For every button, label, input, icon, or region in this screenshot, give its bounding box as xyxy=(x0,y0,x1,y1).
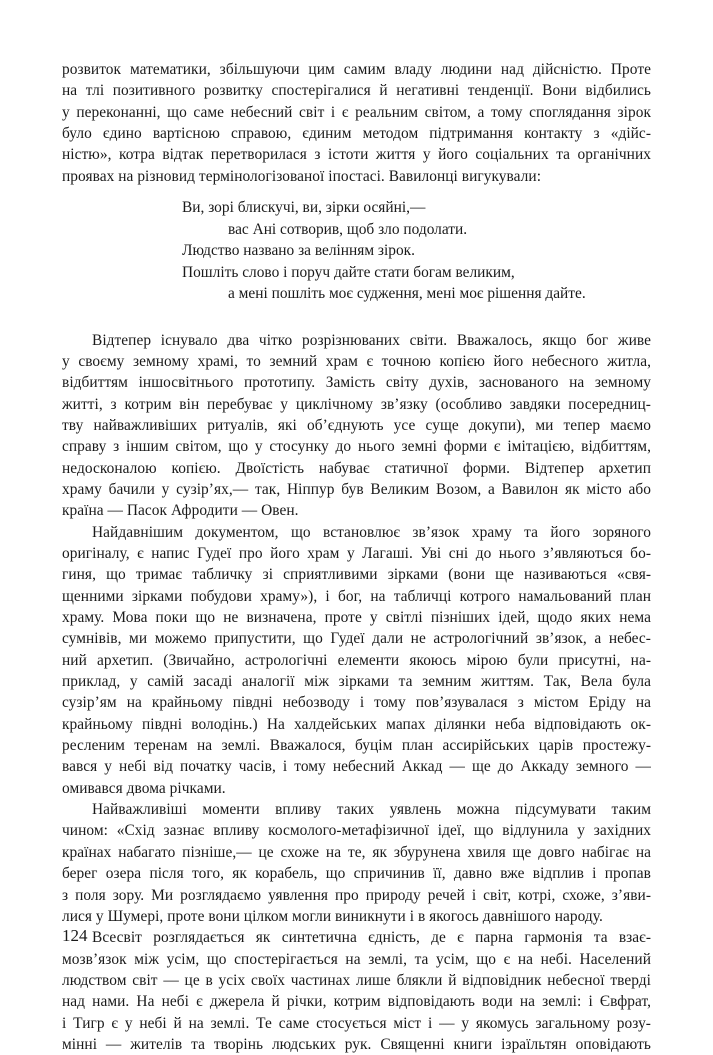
text-line: розвиток математики, збільшуючи цим самим владу людини над дійсністю. Проте xyxy=(62,61,651,78)
text-line: ністю», котра відтак перетворилася з істоти життя у його соціальних та органічних xyxy=(62,146,651,164)
paragraph-two-worlds xyxy=(62,330,651,522)
text-line: справу з іншим світом, що у стосунку до нього земні форми є імітацією, відбиттям, xyxy=(62,438,651,456)
text-line: країна — Пасок Афродити — Овен. xyxy=(62,502,299,520)
text-line: у своєму земному храмі, то земний храм є точною копією його небесного житла, xyxy=(62,352,651,370)
text-line: крайньому півдні володінь.) На халдейських мапах ділянки неба відповідають ок- xyxy=(62,715,651,733)
text-line: приклад, у самій засаді аналогії між зірками та земним життям. Так, Вела була xyxy=(62,673,651,691)
text-line: лися у Шумері, проте вони цілком могли виникнути і в якогось давнішого народу. xyxy=(62,907,603,925)
poem-line: Ви, зорі блискучі, ви, зірки осяйні,— xyxy=(182,199,426,217)
text-line: чином: «Схід зазнає впливу космолого-метафізичної ідеї, що відлунила у західних xyxy=(62,822,651,840)
text-line: Відтепер існувало два чітко розрізнюваних світи. Вважалось, якщо бог живе xyxy=(92,331,651,349)
text-line: у переконанні, що саме небесний світ і є реальним світом, а тому споглядання зірок xyxy=(62,103,651,121)
text-line: берег озера після того, як корабель, що спричинив її, давно вже відплив і пропав xyxy=(62,865,651,883)
poem-line: вас Ані сотворив, щоб зло подолати. xyxy=(228,220,468,238)
text-line: країнах набагато пізніше,— це схоже на те, як збурунена хвиля ще довго набігає на xyxy=(62,843,651,861)
text-line: відбиттям іншосвітнього прототипу. Замість світу духів, заснованого на земному xyxy=(62,374,651,392)
text-line: на тлі позитивного розвитку спостерігалися й негативні тенденції. Вони відбились xyxy=(62,82,651,100)
text-line: вався у небі від початку часів, і тому небесний Аккад — ще до Аккаду земного — xyxy=(62,758,651,776)
page-body xyxy=(62,59,651,1055)
text-line: сумнівів, ми можемо припустити, що Гудеї дали не астрологічний зв’язок, а небес- xyxy=(62,630,651,648)
paragraph-summary xyxy=(62,799,651,927)
poem-line: Людство названо за велінням зірок. xyxy=(182,242,416,260)
text-line: з поля зору. Ми розглядаємо уявлення про природу речей і світ, котрі, схоже, з’яви- xyxy=(62,886,651,904)
text-line: оригіналу, є напис Гудеї про його храм у Лагаші. Уві сні до нього з’являються бо- xyxy=(62,545,651,562)
text-line: людством світ — це в усіх своїх частинах лише блякли й відповідник небесної тверді xyxy=(62,971,651,989)
spacer xyxy=(62,319,651,330)
text-line: ний архетип. (Звичайно, астрологічні елементи якоюсь мірою були присутні, на- xyxy=(62,651,651,669)
text-line: було єдино вартісною справою, єдиним методом підтримання контакту з «дійс- xyxy=(62,125,651,143)
text-line: омивався двома річками. xyxy=(62,779,226,797)
text-line: мозв’язок між усім, що спостерігається на землі, та усім, що є на небі. Населений xyxy=(62,950,651,968)
text-line: щенними зірками побудови храму»), і бог, на табличці котрого намальований план xyxy=(62,587,651,605)
text-line: проявах на різновид термінологізованої іпостасі. Вавилонці вигукували: xyxy=(62,167,542,185)
text-line: гиня, що тримає табличку зі сприятливими зірками (вони ще називаються «свя- xyxy=(62,566,651,584)
poem-line: Пошліть слово і поруч дайте стати богам великим, xyxy=(182,263,515,281)
text-line: тву найважливіших ритуалів, які об’єднують усе суще докупи), ми тепер маємо xyxy=(62,416,651,434)
text-line: житті, з котрим він перебуває у циклічному зв’язку (особливо завдяки посередниц- xyxy=(62,395,651,413)
text-line: мінні — жителів та творінь людських рук. Священні книги ізраїльтян оповідають xyxy=(62,1035,651,1053)
text-line: ресленим теренам на землі. Вважалося, буцім план ассирійських царів простежу- xyxy=(62,737,651,755)
text-line: сузір’ям на крайньому півдні небозводу і тому пов’язувалася з містом Еріду на xyxy=(62,694,651,712)
text-line: храму бачили у сузір’ях,— так, Ніппур був Великим Возом, а Вавилон як місто або xyxy=(62,480,651,498)
poem-quote xyxy=(182,197,651,305)
text-line: Найдавнішим документом, що встановлює зв’язок храму та його зоряного xyxy=(92,523,651,541)
paragraph-intro xyxy=(62,59,651,187)
text-line: храму. Мова поки що не визначена, проте у світлі пізніших ідей, щодо яких нема xyxy=(62,609,651,627)
text-line: і Тигр є у небі й на землі. Те саме стосується міст і — у якомусь загальному розу- xyxy=(62,1014,651,1032)
paragraph-universe xyxy=(62,927,651,1055)
page-number: 124 xyxy=(62,926,88,945)
poem-line: а мені пошліть моє судження, мені моє рішення дайте. xyxy=(228,285,586,303)
text-line: Найважливіші моменти впливу таких уявлень можна підсумувати таким xyxy=(92,801,651,819)
paragraph-gudea xyxy=(62,522,651,799)
text-line: над нами. На небі є джерела й річки, котрим відповідають води на землі: і Євфрат, xyxy=(62,993,651,1011)
text-line: Всесвіт розглядається як синтетична єдність, де є парна гармонія та взає- xyxy=(92,929,651,947)
text-line: недосконалою копією. Двоїстість набуває статичної форми. Відтепер архетип xyxy=(62,459,651,477)
